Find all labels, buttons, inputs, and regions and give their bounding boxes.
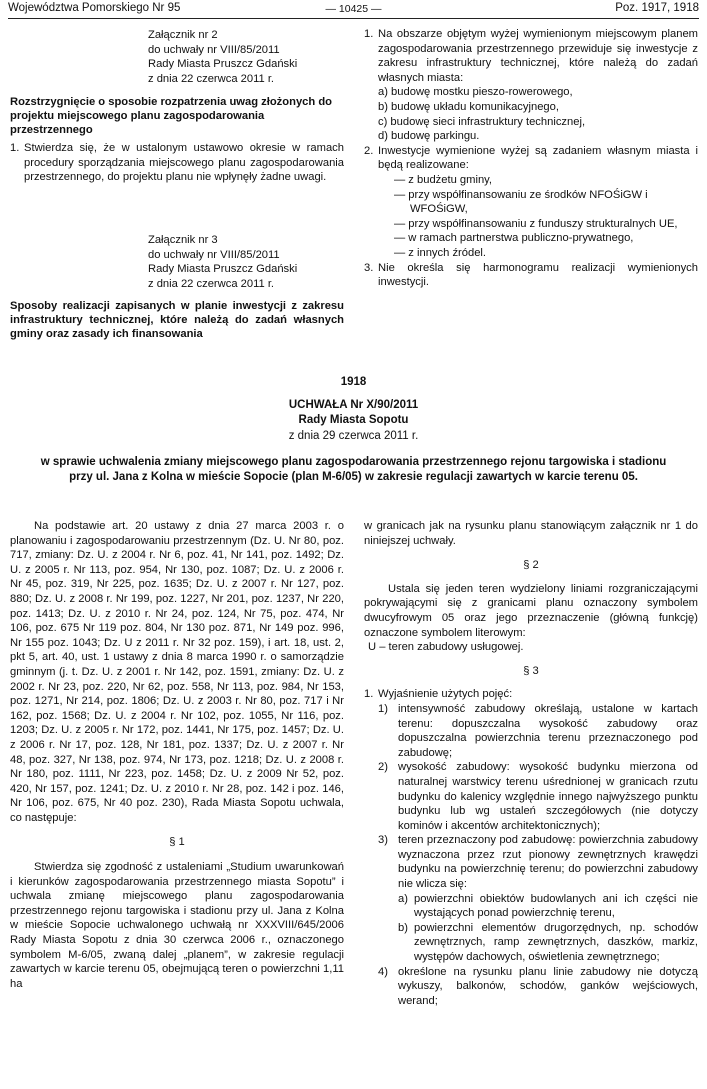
attachment-2-title: Rozstrzygnięcie o sposobie rozpatrzenia uwag złożonych do projektu miejscowego planu zagospodarowania przestrzennego bbox=[10, 96, 332, 137]
item-text: intensywność zabudowy określają, ustalone w kartach terenu: dopuszczalna wysokość zabudowy oraz dopuszczalna powierzchnia terenu przeznaczonego pod zabudowę; bbox=[398, 702, 698, 759]
section-1-text: Stwierdza się zgodność z ustaleniami „Studium uwarunkowań i kierunków zagospodarowania przestrzennego miasta Sopotu” i uchwala zmianę miejscowego planu zagospodarowania przestrzennego rejonu targowiska i stadionu przy ul. Jana z Kolna w mieście Sopocie uchwalonego uchwałą nr XXXVIII/645/2006 Rady Miasta Sopotu z dnia 30 czerwca 2006 r., oznaczonego symbolem M-6/05, zwaną dalej „planem”, w zakresie regulacji zawartych w karcie terenu 05, obejmującą teren o powierzchni 1,11 ha bbox=[10, 861, 344, 990]
list-item: d) budowę parkingu. bbox=[378, 130, 480, 143]
attachment-line: Załącznik nr 2 bbox=[148, 29, 218, 41]
resolution-title: UCHWAŁA Nr X/90/2011 bbox=[288, 399, 419, 411]
item-number: 2. bbox=[364, 144, 374, 157]
definition-item bbox=[364, 965, 698, 1009]
section-1-heading: § 1 bbox=[169, 836, 185, 849]
right-column bbox=[364, 519, 698, 1008]
item-text: Nie określa się harmonogramu realizacji wymienionych inwestycji. bbox=[378, 261, 698, 289]
section-3-heading: § 3 bbox=[523, 664, 539, 677]
attachment-line: z dnia 22 czerwca 2011 r. bbox=[148, 72, 275, 85]
section-2-symbol: U – teren zabudowy usługowej. bbox=[368, 641, 524, 654]
item-text: określone na rysunku planu linie zabudowy nie dotyczą wykuszy, balkonów, schodów, ganków wejściowych, werand; bbox=[398, 965, 698, 1007]
list-item: — z innych źródel. bbox=[394, 246, 487, 259]
item-number: 1. bbox=[364, 28, 374, 40]
list-item bbox=[364, 261, 698, 290]
list-item bbox=[364, 27, 698, 85]
attachment-line: Załącznik nr 3 bbox=[148, 234, 218, 246]
dash-list bbox=[364, 173, 698, 261]
attachment-line: do uchwały nr VIII/85/2011 bbox=[148, 248, 280, 261]
journal-name: Województwa Pomorskiego Nr 95 bbox=[8, 2, 181, 14]
page-header bbox=[8, 2, 699, 19]
list-item: b) budowę układu komunikacyjnego, bbox=[378, 100, 559, 113]
investments-section bbox=[364, 27, 698, 290]
item-text: Wyjaśnienie użytych pojęć: bbox=[378, 688, 513, 701]
item-text: powierzchni elementów drugorzędnych, np. schodów zewnętrznych, ramp zewnętrznych, daszków, markiz, występów dachowych, oświetlenia zewnętrznego; bbox=[414, 921, 698, 964]
sub-list bbox=[364, 85, 698, 143]
attachment-line: Rady Miasta Pruszcz Gdański bbox=[148, 58, 298, 70]
legal-basis: Na podstawie art. 20 ustawy z dnia 27 marca 2003 r. o planowaniu i zagospodarowaniu przestrzennym (Dz. U. Nr 80, poz. 717, zmiany: Dz. U. z 2004 r. Nr 6, poz. 41, Nr 141, poz. 1492; Dz. U. z 2005 r. Nr 113, poz. 954, Nr 130, poz. 1087; Dz. U. z 2006 r. Nr 45, poz. 319, Nr 225, poz. 1635; Dz. U. z 2007 r. Nr 127, poz. 880; Dz. U. z 2008 r. Nr 199, poz. 1227, Nr 201, poz. 1237, Nr 220, poz. 1413; Dz. U. z 2010 r. Nr 24, poz. 124, Nr 75, poz. 474, Nr 106, poz. 675 Nr 119 poz. 804, Nr 130 poz. 871, Nr 149 poz. 996, Nr 155 poz. 1043; Dz. U z 2011 r. Nr 32 poz. 159), i art. 18, ust. 2, pkt 5, art. 40, ust. 1 ustawy z dnia 8 marca 1990 r. o samorządzie gminnym (j. t. Dz. U. z 2001 r. Nr 142, poz. 1591, zmiany: Dz. U. z 2002 r. Nr 23, poz. 220, Nr 62, poz. 558, Nr 113, poz. 984, Nr 153, poz. 1271, Nr 214, poz. 1806; Dz. U. z 2003 r. Nr 80, poz. 717 i Nr 162, poz. 1568; Dz. U. z 2004 r. Nr 102, poz. 1055, Nr 116, poz. 1203; Dz. U. z 2005 r. Nr 172, poz. 1441, Nr 175, poz. 1457; Dz. U. z 2006 r. Nr 17, poz. 128, Nr 181, poz. 1337; Dz. U. z 2007 r. Nr 48, poz. 327, Nr 138, poz. 974, Nr 173, poz. 1218; Dz. U. z 2008 r. Nr 180, poz. 1111, Nr 223, poz. 1458; Dz. U. z 2009 Nr 52, poz. 420, Nr 157, poz. 1241; Dz. U. z 2010 r. Nr 28, poz. 142 i poz. 146, Nr 106, poz. 675, Nr 40 poz. 230), Rada Miasta Sopotu uchwala, co następuje: bbox=[10, 520, 344, 824]
list-item: c) budowę sieci infrastruktury technicznej, bbox=[378, 115, 586, 128]
definition-item bbox=[364, 833, 698, 891]
section-2-heading: § 2 bbox=[523, 559, 539, 572]
item-number: 1) bbox=[378, 702, 388, 715]
item-number: b) bbox=[398, 921, 408, 934]
item-number: 4) bbox=[378, 965, 388, 978]
list-item bbox=[364, 144, 698, 173]
item-text: wysokość zabudowy: wysokość budynku mierzona od naturalnej warstwicy terenu uśrednionej w granicach rzutu budynku do kalenicy względnie innego najwyższego punktu budynku lub wg ustaleń szczegółowych (nie dotyczy kominów i akcentów architektonicznych); bbox=[398, 761, 698, 832]
definition-subitem bbox=[364, 892, 698, 921]
resolution-council: Rady Miasta Sopotu bbox=[298, 414, 409, 426]
list-item bbox=[364, 687, 698, 702]
position-number: Poz. 1917, 1918 bbox=[615, 2, 699, 14]
attachment-3-title: Sposoby realizacji zapisanych w planie inwestycji z zakresu infrastruktury technicznej, które należą do zadań własnych gminy oraz zasady ich finansowania bbox=[10, 300, 344, 341]
item-number: 3) bbox=[378, 834, 388, 847]
resolution-subject: w sprawie uchwalenia zmiany miejscowego planu zagospodarowania przestrzennego rejonu targowiska i stadionu przy ul. Jana z Kolna w mieście Sopocie (plan M-6/05) w zakresie regulacji zawartych w karcie terenu 05. bbox=[40, 456, 667, 483]
item-number: 1. bbox=[364, 688, 374, 701]
list-item: a) budowę mostku pieszo-rowerowego, bbox=[378, 86, 573, 99]
definition-subitem bbox=[364, 921, 698, 965]
section-1-continuation: w granicach jak na rysunku planu stanowiącym załącznik nr 1 do niniejszej uchwały. bbox=[364, 520, 698, 547]
item-number: a) bbox=[398, 892, 408, 905]
attachment-line: z dnia 22 czerwca 2011 r. bbox=[148, 277, 275, 290]
item-text: Stwierdza się, że w ustalonym ustawowo okresie w ramach procedury sporządzania miejscowego planu zagospodarowania przestrzennego, do projektu planu nie wpłynęły żadne uwagi. bbox=[24, 142, 344, 184]
attachment-2-item bbox=[10, 141, 344, 185]
item-text: powierzchni obiektów budowlanych ani ich części nie wystających ponad powierzchnię terenu, bbox=[414, 892, 698, 920]
item-text: Inwestycje wymienione wyżej są zadaniem własnym miasta i będą realizowane: bbox=[378, 144, 698, 172]
list-item: — przy współfinansowaniu ze środków NFOŚiGW i WFOŚiGW, bbox=[394, 188, 648, 216]
list-item: — w ramach partnerstwa publiczno-prywatnego, bbox=[394, 232, 634, 245]
item-text: teren przeznaczony pod zabudowę: powierzchnia zabudowy wyznaczona przez rzut pionowy zewnętrznych krawędzi budynku na powierzchnię terenu; do powierzchni zabudowy nie wlicza się: bbox=[398, 834, 698, 891]
item-text: Na obszarze objętym wyżej wymienionym miejscowym planem zagospodarowania przestrzennego przewiduje się inwestycje z zakresu infrastruktury technicznej, które należą do zadań własnych miasta: bbox=[378, 28, 698, 84]
resolution-date: z dnia 29 czerwca 2011 r. bbox=[288, 430, 419, 442]
list-item: — przy współfinansowaniu z funduszy strukturalnych UE, bbox=[394, 217, 678, 230]
attachment-2-heading bbox=[148, 28, 297, 86]
item-number: 1. bbox=[10, 142, 20, 154]
attachment-line: Rady Miasta Pruszcz Gdański bbox=[148, 263, 298, 275]
attachment-line: do uchwały nr VIII/85/2011 bbox=[148, 43, 280, 56]
definition-item bbox=[364, 702, 698, 760]
section-2-text: Ustala się jeden teren wydzielony liniami rozgraniczającymi pokrywającymi się z granicami planu oznaczony symbolem dwucyfrowym 05 oraz jego przeznaczenie (główną funkcję) oznaczone symbolem literowym: bbox=[364, 582, 698, 639]
resolution-number: 1918 bbox=[340, 376, 367, 388]
page-number: — 10425 — bbox=[325, 3, 382, 15]
definition-item bbox=[364, 760, 698, 833]
attachment-3-heading bbox=[148, 233, 297, 291]
item-number: 2) bbox=[378, 761, 388, 774]
item-number: 3. bbox=[364, 261, 374, 274]
list-item: — z budżetu gminy, bbox=[394, 173, 493, 186]
left-column bbox=[10, 519, 344, 991]
